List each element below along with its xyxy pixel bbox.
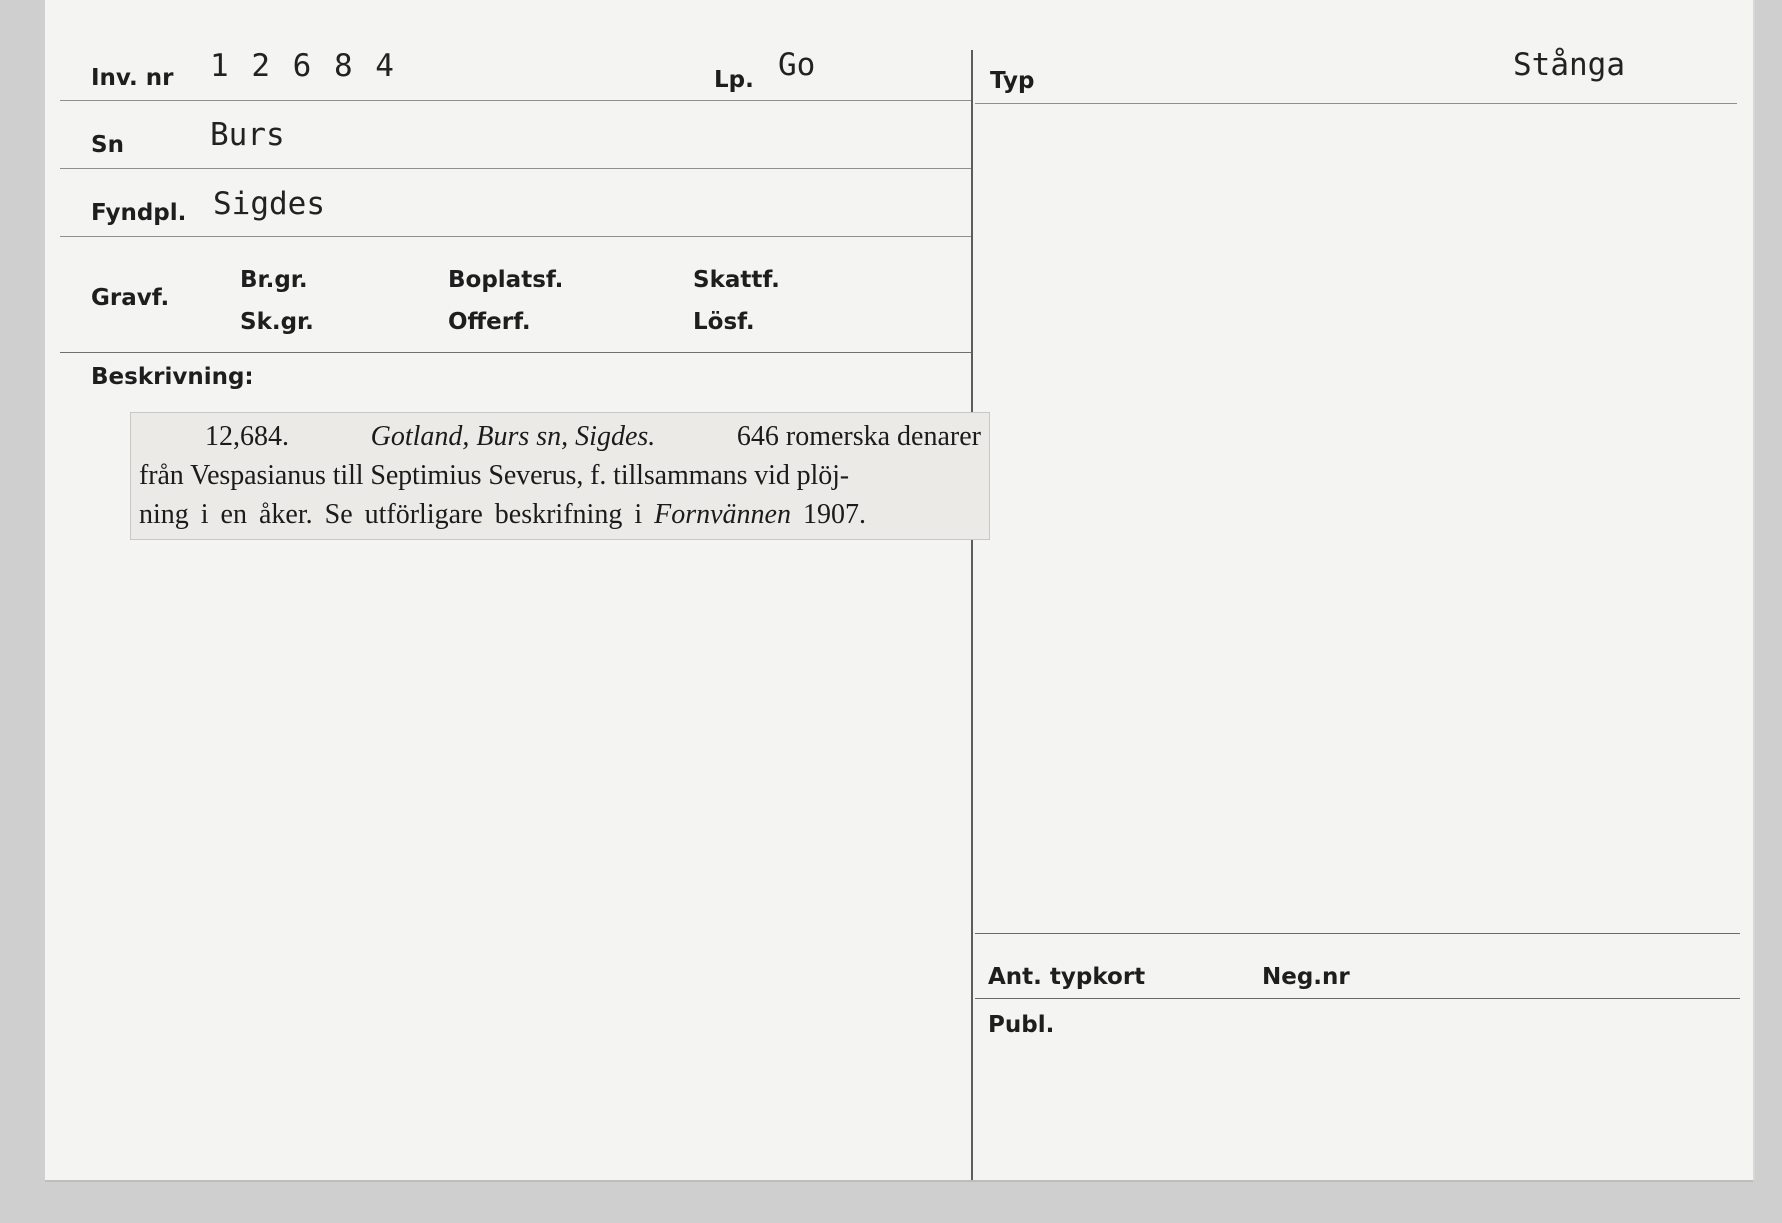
gravf-label: Gravf. [91,285,170,311]
losf-label: Lösf. [693,309,755,335]
description-line3-start: ning i en åker. Se utförligare beskrifning i [139,499,643,530]
rule-sn [60,168,971,169]
fyndpl-label: Fyndpl. [91,200,187,226]
rule-fyndpl [60,236,971,237]
description-line2-text: från Vespasianus till Septimius Severus, f. tillsammans vid plöj- [139,460,850,491]
description-line3-end: 1907. [802,499,866,530]
beskrivning-label: Beskrivning: [91,364,254,390]
rule-gravf [60,352,971,353]
description-place: Gotland, Burs sn, Sigdes. [370,421,656,452]
description-number: 12,684. [205,421,289,452]
typ-label: Typ [990,68,1035,94]
offerf-label: Offerf. [448,309,531,335]
publ-label: Publ. [988,1012,1055,1038]
rule-bottom-top [975,933,1740,934]
boplatsf-label: Boplatsf. [448,267,564,293]
typ-value: Stånga [1513,47,1625,83]
description-line-2 [139,456,981,495]
inv-nr-value: 1 2 6 8 4 [210,48,396,84]
br-gr-label: Br.gr. [240,267,308,293]
inv-nr-label: Inv. nr [91,65,174,91]
skattf-label: Skattf. [693,267,780,293]
description-line1-rest: 646 romerska denarer [736,421,981,452]
rule-negnr [975,998,1740,999]
lp-value: Go [778,47,816,83]
neg-nr-label: Neg.nr [1262,964,1350,990]
catalog-card [45,0,1753,1180]
column-divider [971,50,973,1180]
sn-label: Sn [91,132,124,158]
description-clipping [130,412,990,540]
ant-typkort-label: Ant. typkort [988,964,1146,990]
sk-gr-label: Sk.gr. [240,309,314,335]
fyndpl-value: Sigdes [213,186,325,222]
lp-label: Lp. [714,67,754,93]
rule-inv [60,100,971,101]
description-journal: Fornvännen [654,499,791,530]
sn-value: Burs [210,117,285,153]
description-line-1 [139,417,981,456]
rule-typ [975,103,1737,104]
description-line-3 [139,495,981,534]
